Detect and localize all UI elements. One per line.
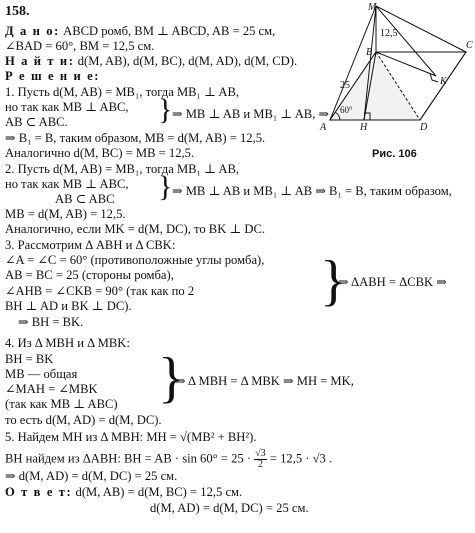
- solution-label: Р е ш е н и е:: [5, 69, 101, 83]
- label-m: M: [368, 2, 377, 13]
- step2-line-a: 2. Пусть d(M, AB) = MB₁, тогда MB₁ ⊥ AB,: [5, 162, 240, 176]
- step4-line-b: BH = BK: [5, 352, 54, 366]
- fraction-numerator: √3: [255, 448, 266, 459]
- step5-line-b-post: = 12,5 · √3 .: [269, 451, 333, 466]
- step1-line-c: AB ⊂ ABC.: [5, 115, 68, 129]
- step5-line-c: ⇒ d(M, AD) = d(M, DC) = 25 см.: [5, 469, 178, 483]
- step5-line-b-pre: BH найдем из ΔABH: BH = AB · sin 60° = 25 ·: [5, 451, 252, 466]
- step1-result: ⇒ MB ⊥ AB и MB₁ ⊥ AB, ⇒: [172, 107, 330, 121]
- label-a: A: [320, 122, 327, 133]
- step1-line-e: Аналогично d(M, BC) = MB = 12,5.: [5, 146, 195, 160]
- step3-brace: }: [320, 250, 347, 312]
- label-25: 25: [340, 80, 350, 91]
- step1-line-b: но так как MB ⊥ ABC,: [5, 100, 129, 114]
- step3-line-a: 3. Рассмотрим Δ ABH и Δ CBK:: [5, 238, 176, 252]
- answer-label: О т в е т:: [5, 485, 73, 499]
- step5-line-a: 5. Найдем MH из Δ MBH: MH = √(MB² + BH²).: [5, 430, 257, 444]
- step1-line-a: 1. Пусть d(M, AB) = MB₁, тогда MB₁ ⊥ AB,: [5, 85, 240, 99]
- find-label: Н а й т и:: [5, 54, 75, 68]
- step3-result: ⇒ ΔABH = ΔCBK ⇒: [338, 275, 447, 289]
- step3-line-e: BH ⊥ AD и BK ⊥ DC).: [5, 299, 132, 313]
- step3-line-c: AB = BC = 25 (стороны ромба),: [5, 268, 174, 282]
- step3-line-f: ⇒ BH = BK.: [18, 315, 84, 329]
- step3-line-b: ∠A = ∠C = 60° (противоположные углы ромба),: [5, 253, 265, 267]
- step4-line-d: ∠MAH = ∠MBK: [5, 382, 98, 396]
- answer-text-1: d(M, AB) = d(M, BC) = 12,5 см.: [75, 485, 243, 499]
- step2-line-c: AB ⊂ ABC: [55, 192, 115, 206]
- given-line-1: [5, 24, 275, 38]
- find-line: [5, 54, 297, 68]
- step4-line-f: то есть d(M, AD) = d(M, DC).: [5, 413, 162, 427]
- step4-line-e: (так как MB ⊥ ABC): [5, 397, 118, 411]
- step2-result: ⇒ MB ⊥ AB и MB₁ ⊥ AB ⇒ B₁ = B, таким образом,: [172, 184, 452, 198]
- fraction-denominator: 2: [257, 459, 263, 470]
- step4-result: ⇒ Δ MBH = Δ MBK ⇒ MH = MK,: [175, 374, 354, 388]
- label-d: D: [420, 122, 428, 133]
- find-text: d(M, AB), d(M, BC), d(M, AD), d(M, CD).: [77, 54, 298, 68]
- problem-number: 158.: [5, 4, 30, 19]
- step1-brace: }: [158, 93, 173, 126]
- step2-line-b: но так как MB ⊥ ABC,: [5, 177, 129, 191]
- answer-line-1: [5, 485, 242, 499]
- answer-text-2: d(M, AD) = d(M, DC) = 25 см.: [150, 501, 309, 515]
- label-12-5: 12,5: [380, 28, 398, 39]
- step2-brace: }: [158, 170, 173, 203]
- step4-line-a: 4. Из Δ MBH и Δ MBK:: [5, 336, 130, 350]
- step4-brace: }: [158, 347, 185, 409]
- step5-line-b: [5, 449, 332, 470]
- given-text-1: ABCD ромб, BM ⊥ ABCD, AB = 25 см,: [63, 24, 276, 38]
- step1-line-d: ⇒ B₁ = B, таким образом, MB = d(M, AB) = 12,5.: [5, 131, 266, 145]
- label-c: C: [466, 40, 473, 51]
- given-label: Д а н о:: [5, 24, 60, 38]
- step4-line-c: MB — общая: [5, 367, 78, 381]
- figure-rhombus-pyramid: [318, 0, 475, 165]
- label-60deg: 60°: [340, 105, 353, 115]
- figure-caption: Рис. 106: [372, 148, 417, 160]
- given-text-2: ∠BAD = 60°, BM = 12,5 см.: [5, 39, 155, 53]
- step2-line-e: Аналогично, если MK = d(M, DC), то BK ⊥ DC.: [5, 222, 266, 236]
- label-b: B: [366, 47, 373, 58]
- label-h: H: [360, 122, 368, 133]
- sqrt3-over-2-fraction: [254, 449, 267, 470]
- step2-line-d: MB = d(M, AB) = 12,5.: [5, 207, 126, 221]
- label-k: K: [440, 76, 447, 87]
- step3-line-d: ∠AHB = ∠CKB = 90° (так как по 2: [5, 284, 195, 298]
